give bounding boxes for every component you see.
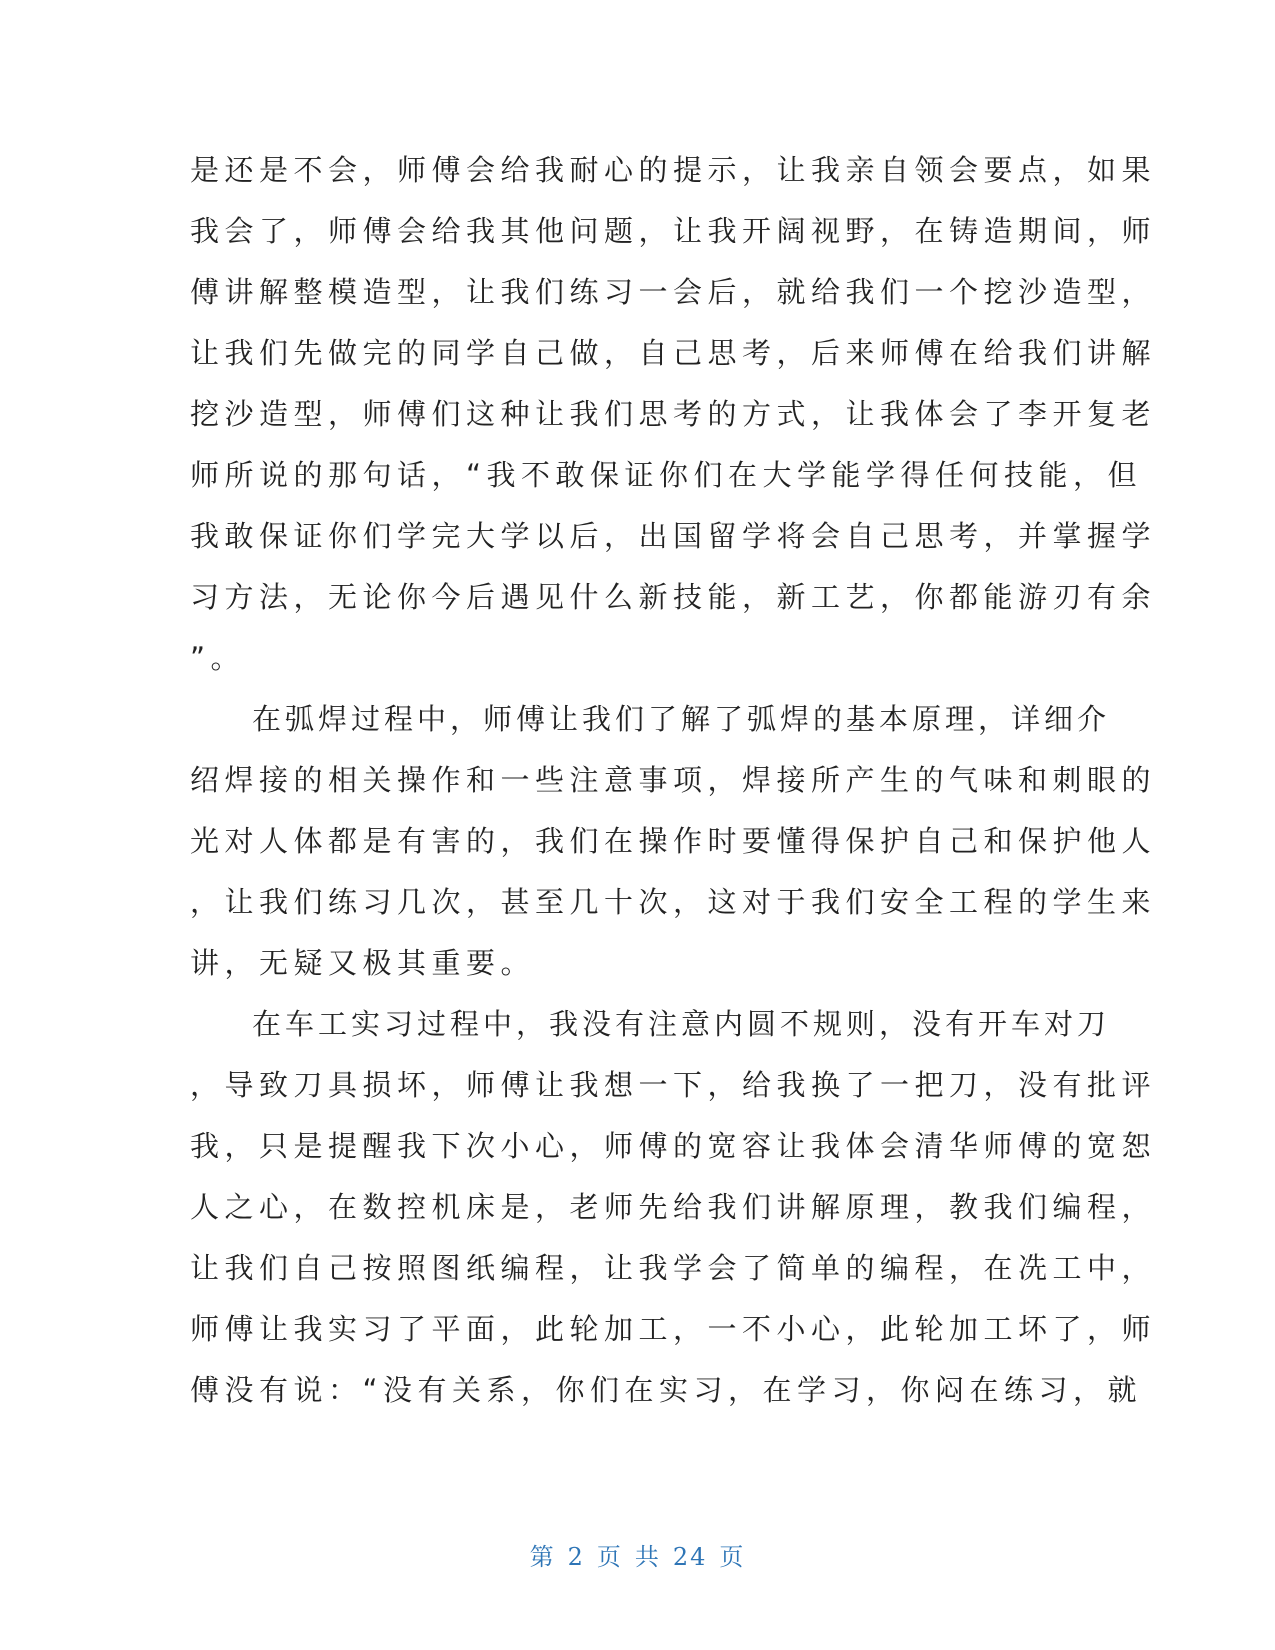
text-line: 讲，无疑又极其重要。 bbox=[190, 946, 536, 980]
page-number: 2 bbox=[567, 1543, 585, 1571]
text-line: 我敢保证你们学完大学以后，出国留学将会自己思考，并掌握学 bbox=[190, 519, 1157, 553]
total-pages: 24 bbox=[672, 1543, 708, 1571]
text-line: 让我们先做完的同学自己做，自己思考，后来师傅在给我们讲解 bbox=[190, 336, 1157, 370]
text-line: 人之心，在数控机床是，老师先给我们讲解原理，教我们编程， bbox=[190, 1190, 1157, 1224]
text-line: ，让我们练习几次，甚至几十次，这对于我们安全工程的学生来 bbox=[190, 885, 1157, 919]
footer-page-unit: 页 bbox=[596, 1543, 623, 1571]
text-line: 是还是不会，师傅会给我耐心的提示，让我亲自领会要点，如果 bbox=[190, 153, 1157, 187]
text-line: 挖沙造型，师傅们这种让我们思考的方式，让我体会了李开复老 bbox=[190, 397, 1157, 431]
text-line: 我，只是提醒我下次小心，师傅的宽容让我体会清华师傅的宽恕 bbox=[190, 1129, 1157, 1163]
footer-total-prefix: 共 bbox=[634, 1543, 661, 1571]
footer-prefix: 第 bbox=[529, 1543, 556, 1571]
body-text bbox=[190, 140, 1157, 1421]
page-footer bbox=[0, 1537, 1275, 1572]
text-line: 光对人体都是有害的，我们在操作时要懂得保护自己和保护他人 bbox=[190, 824, 1157, 858]
text-line: 师傅让我实习了平面，此轮加工，一不小心，此轮加工坏了，师 bbox=[190, 1312, 1157, 1346]
paragraph-start-line: 在车工实习过程中，我没有注意内圆不规则，没有开车对刀 bbox=[252, 1007, 1111, 1041]
text-line: 师所说的那句话，“我不敢保证你们在大学能学得任何技能，但 bbox=[190, 458, 1143, 492]
text-line: 我会了，师傅会给我其他问题，让我开阔视野，在铸造期间，师 bbox=[190, 214, 1157, 248]
text-line: 习方法，无论你今后遇见什么新技能，新工艺，你都能游刃有余 bbox=[190, 580, 1157, 614]
footer-total-unit: 页 bbox=[719, 1543, 746, 1571]
text-line: ，导致刀具损坏，师傅让我想一下，给我换了一把刀，没有批评 bbox=[190, 1068, 1157, 1102]
text-line: 傅讲解整模造型，让我们练习一会后，就给我们一个挖沙造型， bbox=[190, 275, 1157, 309]
text-line: 让我们自己按照图纸编程，让我学会了简单的编程，在冼工中， bbox=[190, 1251, 1157, 1285]
paragraph-start-line: 在弧焊过程中，师傅让我们了解了弧焊的基本原理，详细介 bbox=[252, 702, 1111, 736]
text-line: ”。 bbox=[190, 641, 246, 675]
text-line: 傅没有说：“没有关系，你们在实习，在学习，你闷在练习，就 bbox=[190, 1373, 1143, 1407]
text-line: 绍焊接的相关操作和一些注意事项，焊接所产生的气味和刺眼的 bbox=[190, 763, 1157, 797]
